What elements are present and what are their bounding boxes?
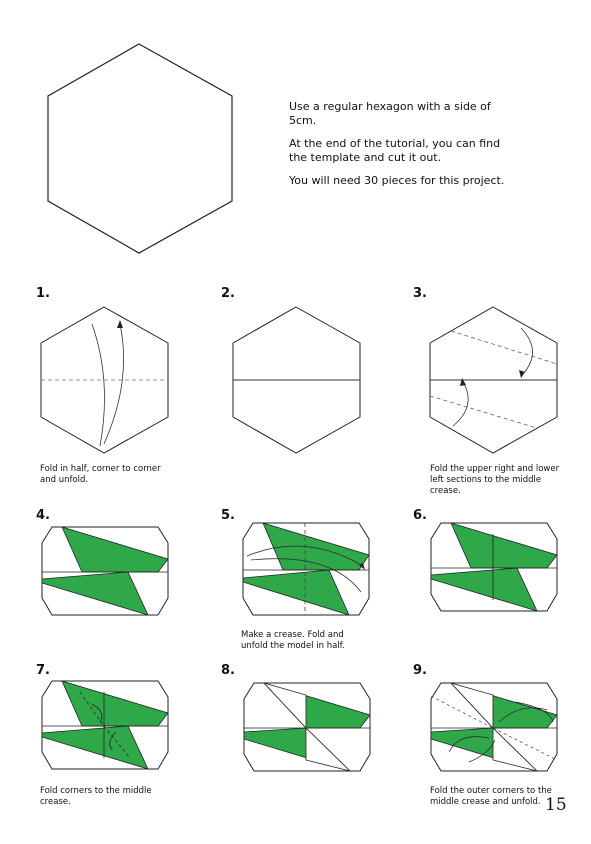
step-number-9: 9. (413, 663, 427, 678)
step-9-caption: Fold the outer corners to the middle crease and unfold. (430, 786, 552, 807)
step-2-diagram (232, 306, 362, 456)
intro-line-3: You will need 30 pieces for this project. (289, 174, 505, 187)
step-number-5: 5. (221, 508, 235, 523)
page-number: 15 (545, 795, 567, 815)
intro-line-2: At the end of the tutorial, you can find the template and cut it out. (289, 137, 501, 164)
step-5-diagram (241, 522, 371, 618)
step-number-1: 1. (36, 286, 50, 301)
step-number-7: 7. (36, 663, 50, 678)
step-number-2: 2. (221, 286, 235, 301)
step-3-caption: Fold the upper right and lower left sections to the middle crease. (430, 464, 560, 496)
step-4-diagram (40, 526, 170, 618)
step-9-diagram (429, 682, 559, 774)
step-5-caption: Make a crease. Fold and unfold the model in half. (241, 630, 345, 651)
step-number-4: 4. (36, 508, 50, 523)
step-6-diagram (429, 522, 559, 614)
step-7-diagram (40, 680, 170, 772)
step-number-6: 6. (413, 508, 427, 523)
intro-line-1: Use a regular hexagon with a side of 5cm. (289, 100, 491, 127)
step-3-diagram (429, 306, 559, 456)
step-8-diagram (242, 682, 372, 774)
step-number-8: 8. (221, 663, 235, 678)
step-1-caption: Fold in half, corner to corner and unfold. (40, 464, 161, 485)
step-1-diagram (40, 306, 170, 456)
intro-text (289, 100, 519, 197)
template-hexagon (46, 43, 236, 255)
step-7-caption: Fold corners to the middle crease. (40, 786, 152, 807)
step-number-3: 3. (413, 286, 427, 301)
